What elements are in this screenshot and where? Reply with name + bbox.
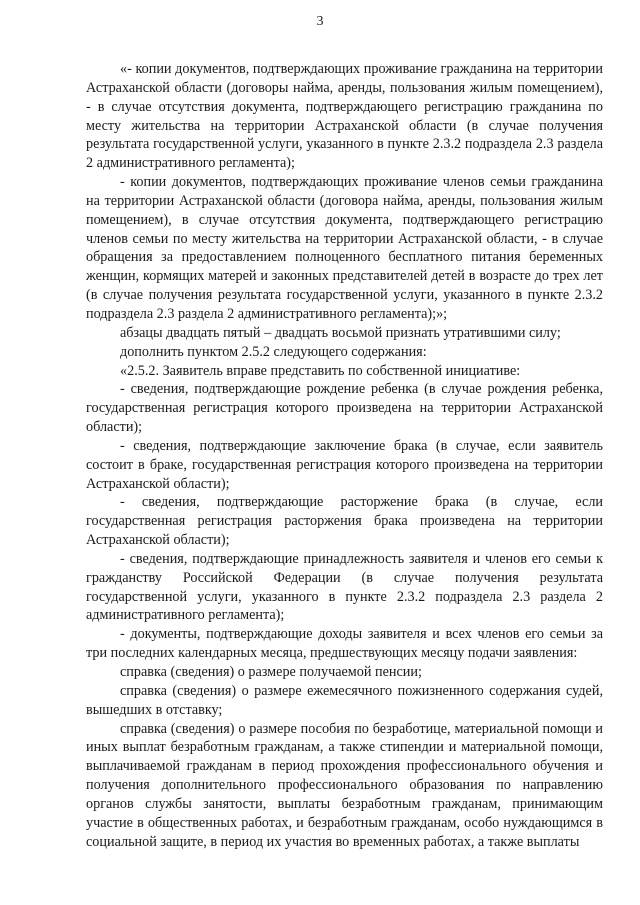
paragraph-copies-family-residence: - копии документов, подтверждающих проживание членов семьи гражданина на территории Астраханской области (договора найма, аренды, пользования жилым помещением), в случае отсутствия документа, подтверждающего регистрацию членов семьи по месту жительства на территории Астраханской области, - в случае обращения за предоставлением полноценного бесплатного питания беременных женщин, кормящих матерей и законных представителей детей в возрасте до трех лет (в случае получения результата государственной услуги, указанного в пункте 2.3.2 подраздела 2.3 раздела 2 административного регламента);»; [86,174,603,322]
paragraph-clause-2-5-2: «2.5.2. Заявитель вправе представить по собственной инициативе: [120,362,521,379]
paragraph-pension-certificate: справка (сведения) о размере получаемой пенсии; [120,664,422,680]
paragraph-copies-citizen-residence: «- копии документов, подтверждающих проживание гражданина на территории Астраханской области (договоры найма, аренды, пользования жилым помещением), - в случае отсутствия документа, подтверждающего регистрацию гражданина по месту жительства на территории Астраханской области (в случае получения результата государственной услуги, указанного в пункте 2.3.2 подраздела 2.3 раздела 2 административного регламента); [86,61,603,172]
paragraph-divorce-info: - сведения, подтверждающие расторжение брака (в случае, если государственная регистрация расторжения брака произведена на территории Астраханской области); [86,494,603,549]
paragraph-unemployment-certificate: справка (сведения) о размере пособия по безработице, материальной помощи и иных выплат безработным гражданам, а также стипендии и материальной помощи, выплачиваемой гражданам в период прохождения профессионального обучения и получения дополнительного профессионального образования по направлению органов службы занятости, выплаты безработным гражданам, принимающим участие в общественных работах, и безработным гражданам, особо нуждающимся в социальной защите, в период их участия во временных работах, а также выплаты [86,720,603,850]
page-number: 3 [316,14,324,29]
document-body [86,60,603,851]
paragraph-marriage-info: - сведения, подтверждающие заключение брака (в случае, если заявитель состоит в браке, государственная регистрация которого произведена на территории Астраханской области); [86,437,603,492]
paragraph-birth-info: - сведения, подтверждающие рождение ребенка (в случае рождения ребенка, государственная регистрация которого произведена на территории Астраханской области); [86,381,603,436]
paragraph-repeal-clauses: абзацы двадцать пятый – двадцать восьмой признать утратившими силу; [120,324,561,341]
paragraph-add-clause: дополнить пунктом 2.5.2 следующего содержания: [120,343,427,360]
paragraph-income-documents: - документы, подтверждающие доходы заявителя и всех членов его семьи за три последних календарных месяца, предшествующих месяцу подачи заявления: [86,626,603,662]
paragraph-judges-allowance-certificate: справка (сведения) о размере ежемесячного пожизненного содержания судей, вышедших в отставку; [86,682,603,718]
paragraph-citizenship-info: - сведения, подтверждающие принадлежность заявителя и членов его семьи к гражданству Российской Федерации (в случае получения результата государственной услуги, указанного в пункте 2.3.2 подраздела 2.3 раздела 2 административного регламента); [86,550,603,624]
